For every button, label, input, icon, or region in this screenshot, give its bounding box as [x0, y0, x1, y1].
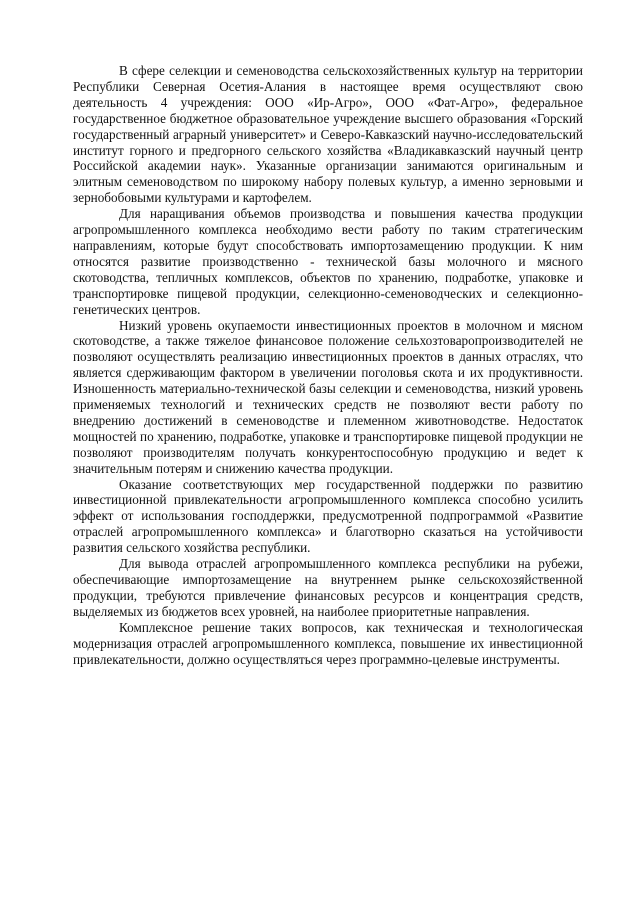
paragraph-seed-breeding: В сфере селекции и семеноводства сельскохозяйственных культур на территории Республики Северная Осетия-Алания в настоящее время осуществляют свою деятельность 4 учреждения: ООО «Ир-Агро», ООО «Фат-Агро», федеральное государственное бюджетное образовательное учреждение высшего образования «Горский государственный аграрный университет» и Северо-Кавказский научно-исследовательский институт горного и предгорного сельского хозяйства «Владикавказский научный центр Российской академии наук». Указанные организации занимаются оригинальным и элитным семеноводством по широкому набору полевых культур, а именно зерновыми и зернобобовыми культурами и картофелем.: [73, 63, 583, 206]
paragraph-strategic-directions: Для наращивания объемов производства и повышения качества продукции агропромышленного комплекса необходимо вести работу по таким стратегическим направлениям, которые будут способствовать импортозамещению продукции. К ним относятся развитие производственно - технической базы молочного и мясного скотоводства, тепличных комплексов, объектов по хранению, подработке, упаковке и транспортировке пищевой продукции, селекционно-семеноводческих и селекционно-генетических центров.: [73, 206, 583, 317]
document-body: [73, 63, 583, 667]
paragraph-state-support: Оказание соответствующих мер государственной поддержки по развитию инвестиционной привлекательности агропромышленного комплекса способно усилить эффект от использования господдержки, предусмотренной подпрограммой «Развитие отраслей агропромышленного комплекса» и благотворно сказаться на устойчивости развития сельского хозяйства республики.: [73, 476, 583, 556]
paragraph-program-instruments: Комплексное решение таких вопросов, как техническая и технологическая модернизация отраслей агропромышленного комплекса, повышение их инвестиционной привлекательности, должно осуществляться через программно-целевые инструменты.: [73, 619, 583, 667]
paragraph-import-substitution: Для вывода отраслей агропромышленного комплекса республики на рубежи, обеспечивающие импортозамещение на внутреннем рынке сельскохозяйственной продукции, требуются привлечение финансовых ресурсов и концентрация средств, выделяемых из бюджетов всех уровней, на наиболее приоритетные направления.: [73, 556, 583, 619]
paragraph-low-payback: Низкий уровень окупаемости инвестиционных проектов в молочном и мясном скотоводстве, а также тяжелое финансовое положение сельхозтоваропроизводителей не позволяют осуществлять реализацию инвестиционных проектов в данных отраслях, что является сдерживающим фактором в увеличении поголовья скота и их продуктивности. Изношенность материально-технической базы селекции и семеноводства, низкий уровень применяемых технологий и технических средств не позволяют вести работу по внедрению достижений в семеноводстве и племенном животноводстве. Недостаток мощностей по хранению, подработке, упаковке и транспортировке пищевой продукции не позволяют производителям получать конкурентоспособную продукцию и ведет к значительным потерям и снижению качества продукции.: [73, 317, 583, 476]
